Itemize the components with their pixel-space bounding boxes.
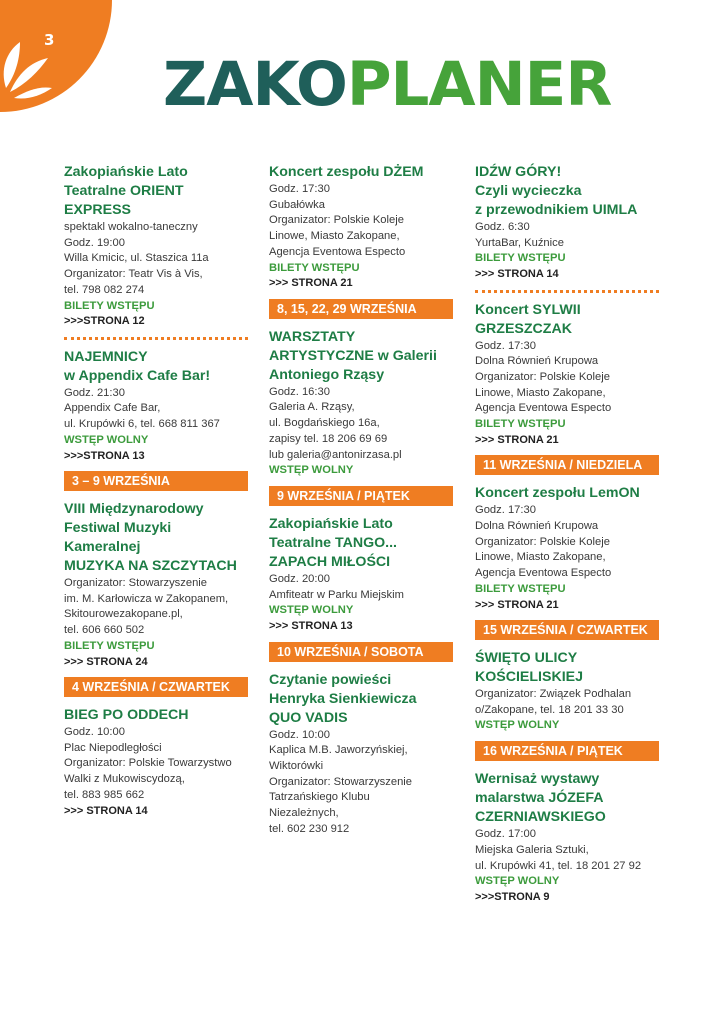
event-detail: Linowe, Miasto Zakopane,	[475, 386, 606, 399]
event-detail: Godz. 21:30	[64, 386, 125, 399]
event-detail: im. M. Karłowicza w Zakopanem,	[64, 592, 229, 605]
event-detail: Organizator: Polskie Koleje	[475, 371, 610, 384]
date-bar: 16 WRZEŚNIA / PIĄTEK	[475, 741, 659, 761]
event-title: Koncert zespołu DŻEM	[269, 164, 424, 180]
event-detail: Niezależnych,	[269, 807, 339, 820]
event-detail: tel. 883 985 662	[64, 788, 145, 801]
event-detail: ul. Krupówki 6, tel. 668 811 367	[64, 418, 220, 431]
event-detail: zapisy tel. 18 206 69 69	[269, 432, 388, 445]
event-detail: spektakl wokalno-taneczny	[64, 221, 198, 233]
page-reference: >>>STRONA 9	[475, 890, 550, 903]
event-title: ŚWIĘTO ULICY	[475, 650, 578, 667]
event-entry	[475, 649, 659, 734]
event-detail: Kaplica M.B. Jaworzyńskiej,	[269, 744, 408, 757]
event-title: z przewodnikiem UIMLA	[475, 202, 638, 218]
event-title: KOŚCIELISKIEJ	[475, 669, 584, 686]
event-detail: Godz. 17:30	[475, 504, 536, 517]
page-reference: >>>STRONA 12	[64, 315, 145, 328]
event-entry	[64, 500, 248, 670]
event-entry	[475, 484, 659, 613]
event-detail: Walki z Mukowiscydozą,	[64, 773, 185, 786]
event-detail: tel. 602 230 912	[269, 822, 350, 835]
event-detail: Organizator: Polskie Towarzystwo	[64, 757, 232, 770]
event-detail: lub galeria@antonirzasa.pl	[269, 448, 402, 461]
event-title: Festiwal Muzyki	[64, 520, 172, 537]
event-detail: Godz. 19:00	[64, 236, 125, 249]
event-entry	[64, 706, 248, 819]
page-number: 3	[44, 31, 55, 49]
event-detail: Godz. 10:00	[269, 728, 330, 741]
event-detail: Godz. 10:00	[64, 726, 125, 739]
event-detail: ul. Krupówki 41, tel. 18 201 27 92	[475, 859, 642, 872]
page-reference: >>>STRONA 13	[64, 449, 145, 462]
event-detail: Agencja Eventowa Especto	[269, 245, 406, 258]
ticket-info: BILETY WSTĘPU	[475, 582, 566, 595]
page-reference: >>> STRONA 24	[64, 655, 148, 668]
event-title: Koncert SYLWII	[475, 301, 581, 318]
event-title: NAJEMNICY	[64, 348, 148, 365]
event-title: GRZESZCZAK	[475, 320, 572, 337]
event-detail: Amfiteatr w Parku Miejskim	[269, 588, 404, 601]
date-bar: 10 WRZEŚNIA / SOBOTA	[269, 642, 453, 662]
event-title: Zakopiańskie Lato	[269, 515, 393, 532]
event-title: Antoniego Rząsy	[269, 366, 385, 383]
event-entry	[269, 328, 453, 479]
ticket-info: WSTĘP WOLNY	[269, 464, 354, 477]
zakoplaner-logo	[163, 49, 612, 120]
event-title: VIII Międzynarodowy	[64, 501, 204, 518]
column-1	[64, 163, 248, 826]
event-detail: Organizator: Polskie Koleje	[269, 214, 404, 227]
event-detail: Wiktorówki	[269, 759, 324, 772]
date-bar: 9 WRZEŚNIA / PIĄTEK	[269, 486, 453, 506]
column-3	[475, 163, 659, 912]
event-detail: Organizator: Stowarzyszenie	[64, 577, 208, 590]
event-title: Teatralne TANGO...	[269, 534, 397, 551]
date-bar: 15 WRZEŚNIA / CZWARTEK	[475, 620, 659, 640]
event-title: Henryka Sienkiewicza	[269, 690, 417, 707]
event-detail: Organizator: Polskie Koleje	[475, 535, 610, 548]
event-detail: Godz. 6:30	[475, 221, 530, 233]
ticket-info: BILETY WSTĘPU	[475, 252, 566, 265]
event-title: Zakopiańskie Lato	[64, 164, 188, 180]
event-title: Teatralne ORIENT	[64, 183, 184, 199]
event-detail: Godz. 16:30	[269, 385, 330, 398]
event-title: Czyli wycieczka	[475, 183, 582, 199]
event-title: malarstwa JÓZEFA	[475, 790, 604, 807]
event-detail: Linowe, Miasto Zakopane,	[269, 230, 400, 243]
event-detail: Tatrzańskiego Klubu	[269, 791, 370, 804]
event-title: IDŹW GÓRY!	[475, 164, 562, 180]
event-title: Wernisaż wystawy	[475, 771, 600, 788]
event-entry	[475, 770, 659, 905]
event-detail: Organizator: Związek Podhalan	[475, 688, 632, 701]
event-title: MUZYKA NA SZCZYTACH	[64, 558, 237, 575]
ticket-info: BILETY WSTĘPU	[64, 639, 155, 652]
event-detail: Appendix Cafe Bar,	[64, 402, 161, 415]
ticket-info: WSTĘP WOLNY	[64, 433, 149, 446]
logo-part-planer: PLANER	[346, 49, 612, 120]
event-detail: Organizator: Teatr Vis à Vis,	[64, 268, 203, 281]
logo-part-zako: ZAKO	[163, 49, 347, 120]
event-title: Czytanie powieści	[269, 671, 392, 688]
event-detail: Godz. 17:00	[475, 828, 536, 841]
ticket-info: WSTĘP WOLNY	[475, 719, 560, 732]
date-bar: 8, 15, 22, 29 WRZEŚNIA	[269, 299, 453, 319]
event-title: EXPRESS	[64, 202, 132, 218]
event-detail: Miejska Galeria Sztuki,	[475, 843, 589, 856]
event-detail: Gubałówka	[269, 198, 325, 211]
event-detail: Galeria A. Rząsy,	[269, 401, 355, 414]
ticket-info: BILETY WSTĘPU	[269, 261, 360, 274]
page-reference: >>> STRONA 14	[475, 268, 559, 281]
event-title: ZAPACH MIŁOŚCI	[269, 553, 391, 570]
ticket-info: BILETY WSTĘPU	[64, 299, 155, 312]
event-detail: YurtaBar, Kuźnice	[475, 236, 564, 249]
event-entry	[64, 337, 248, 464]
event-detail: ul. Bogdańskiego 16a,	[269, 417, 380, 430]
date-bar: 11 WRZEŚNIA / NIEDZIELA	[475, 455, 659, 475]
event-detail: Godz. 17:30	[269, 183, 330, 195]
event-title: w Appendix Cafe Bar!	[64, 367, 211, 384]
event-detail: Organizator: Stowarzyszenie	[269, 775, 413, 788]
event-entry	[269, 671, 453, 838]
event-detail: tel. 798 082 274	[64, 283, 145, 296]
event-detail: Willa Kmicic, ul. Staszica 11a	[64, 252, 209, 265]
ticket-info: WSTĘP WOLNY	[269, 604, 354, 617]
event-title: Kameralnej	[64, 539, 141, 556]
event-title: WARSZTATY	[269, 328, 356, 345]
event-entry	[475, 290, 659, 449]
ticket-info: WSTĘP WOLNY	[475, 875, 560, 888]
event-entry	[269, 515, 453, 635]
page-reference: >>> STRONA 13	[269, 620, 353, 633]
event-title: BIEG PO ODDECH	[64, 707, 189, 724]
event-detail: Plac Niepodległości	[64, 741, 162, 754]
event-entry	[475, 163, 659, 283]
event-title: ARTYSTYCZNE w Galerii	[269, 347, 437, 364]
event-detail: tel. 606 660 502	[64, 624, 145, 637]
event-detail: Godz. 20:00	[269, 572, 330, 585]
page-reference: >>> STRONA 14	[64, 804, 148, 817]
event-detail: Godz. 17:30	[475, 339, 536, 352]
column-2	[269, 163, 453, 844]
event-detail: Dolna Równień Krupowa	[475, 520, 599, 533]
event-title: CZERNIAWSKIEGO	[475, 809, 606, 826]
date-bar: 4 WRZEŚNIA / CZWARTEK	[64, 677, 248, 697]
date-bar: 3 – 9 WRZEŚNIA	[64, 471, 248, 491]
page-reference: >>> STRONA 21	[269, 277, 353, 290]
event-entry	[269, 163, 453, 292]
page-reference: >>> STRONA 21	[475, 598, 559, 611]
event-detail: o/Zakopane, tel. 18 201 33 30	[475, 703, 624, 716]
event-detail: Linowe, Miasto Zakopane,	[475, 551, 606, 564]
event-title: QUO VADIS	[269, 709, 348, 726]
page-reference: >>> STRONA 21	[475, 433, 559, 446]
corner-leaf-badge	[0, 0, 112, 112]
event-detail: Dolna Równień Krupowa	[475, 355, 599, 368]
event-entry	[64, 163, 248, 330]
event-detail: Agencja Eventowa Especto	[475, 402, 612, 415]
event-title: Koncert zespołu LemON	[475, 485, 640, 502]
event-detail: Agencja Eventowa Especto	[475, 567, 612, 580]
event-detail: Skitourowezakopane.pl,	[64, 608, 183, 621]
ticket-info: BILETY WSTĘPU	[475, 418, 566, 431]
